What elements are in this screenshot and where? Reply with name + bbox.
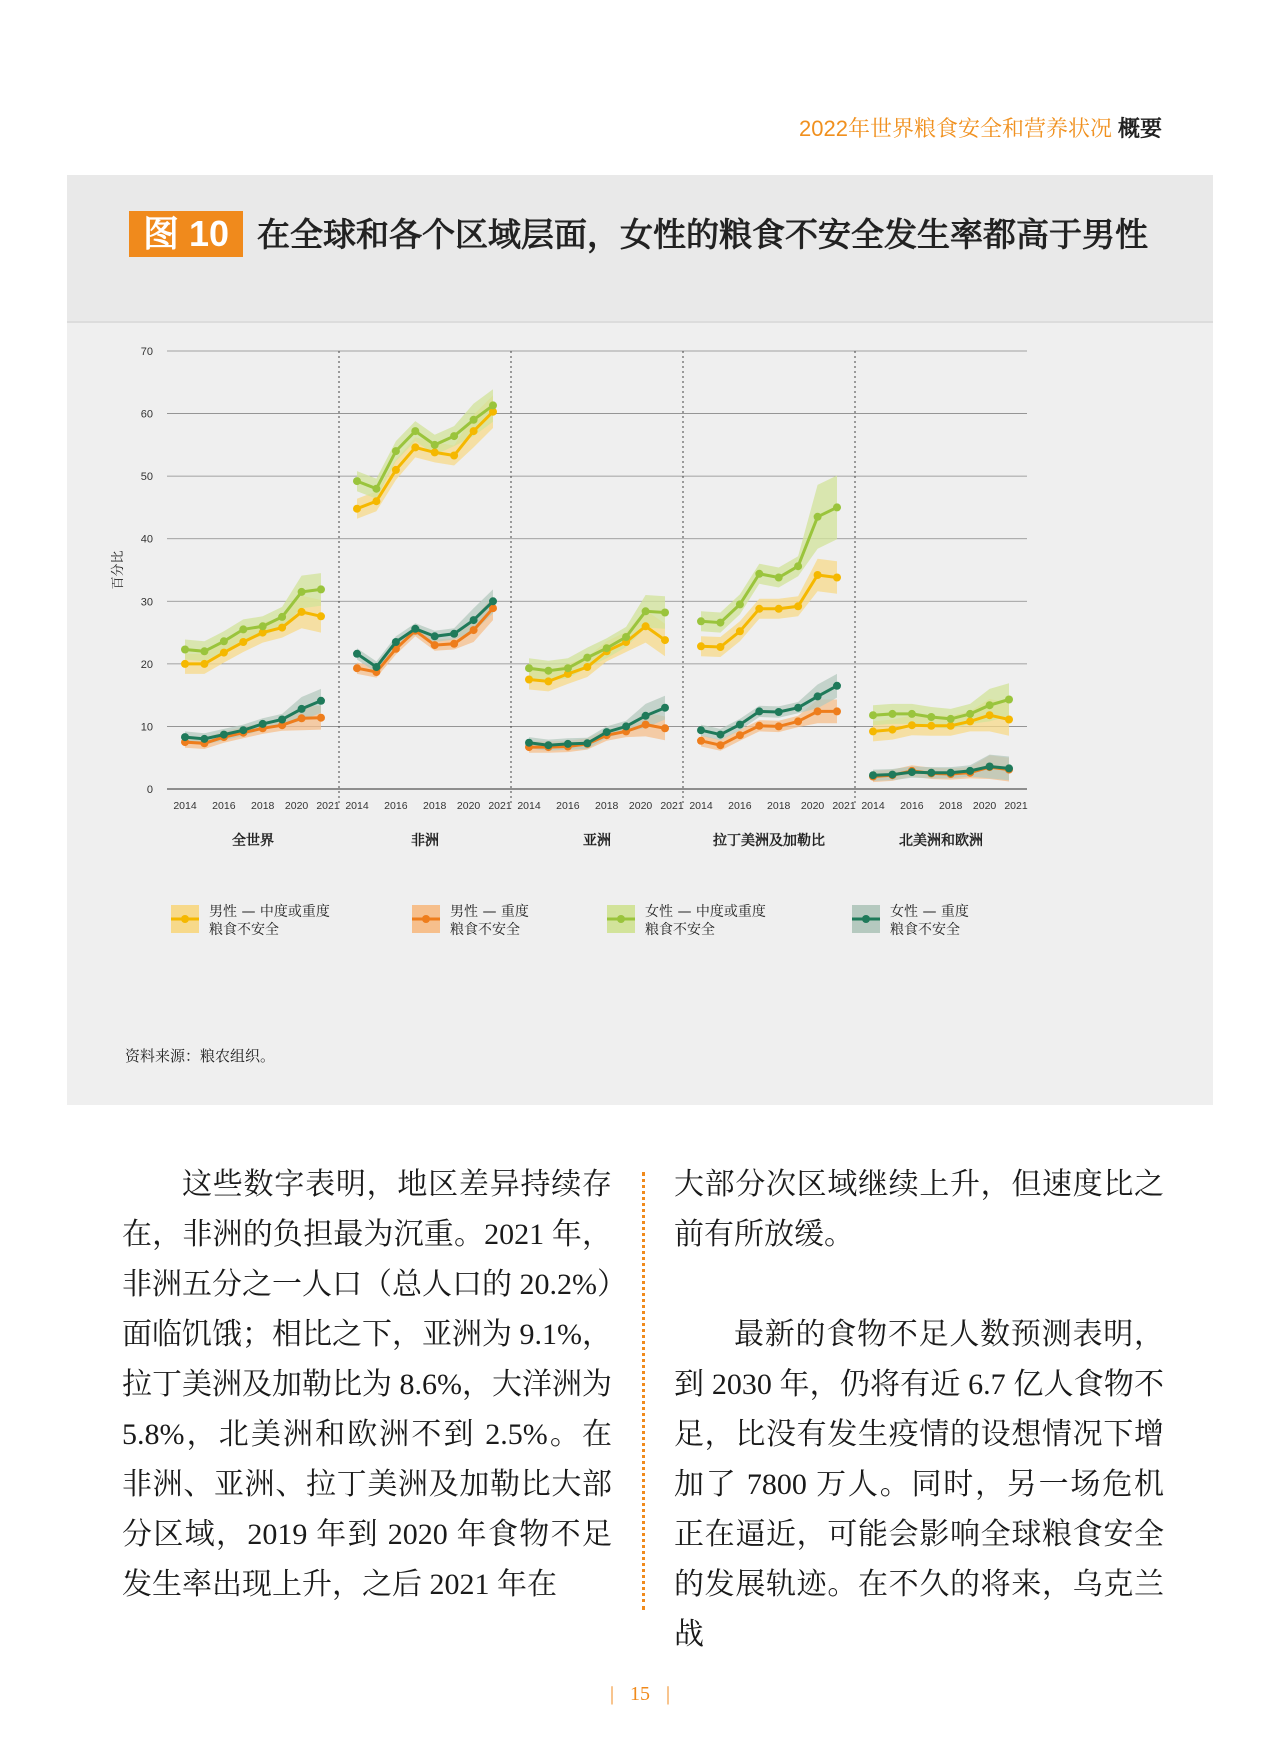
data-point-male_mod <box>353 505 361 513</box>
data-point-female_mod <box>716 619 724 627</box>
x-tick-label: 2021 <box>660 800 684 812</box>
data-point-female_mod <box>525 664 533 672</box>
data-point-female_mod <box>755 570 763 578</box>
data-point-male_mod <box>755 605 763 613</box>
x-tick-label: 2018 <box>251 800 275 812</box>
data-point-female_sev <box>755 707 763 715</box>
data-point-female_mod <box>298 588 306 596</box>
x-tick-label: 2018 <box>423 800 447 812</box>
data-point-female_mod <box>986 701 994 709</box>
data-point-female_mod <box>259 622 267 630</box>
data-point-male_mod <box>372 497 380 505</box>
data-point-female_mod <box>833 503 841 511</box>
data-point-male_mod <box>966 717 974 725</box>
data-point-female_sev <box>372 663 380 671</box>
data-point-male_mod <box>661 636 669 644</box>
data-point-female_sev <box>697 726 705 734</box>
data-point-female_mod <box>564 664 572 672</box>
data-point-female_mod <box>583 654 591 662</box>
x-tick-label: 2020 <box>972 800 997 812</box>
data-point-male_mod <box>450 452 458 460</box>
data-point-male_mod <box>583 663 591 671</box>
data-point-male_mod <box>794 602 802 610</box>
data-point-female_sev <box>794 704 802 712</box>
report-title: 2022年世界粮食安全和营养状况 <box>799 116 1112 141</box>
x-tick-label: 2016 <box>728 800 752 812</box>
x-tick-label: 2014 <box>689 800 713 812</box>
x-tick-label: 2016 <box>212 800 236 812</box>
data-point-male_mod <box>298 608 306 616</box>
data-point-female_sev <box>833 682 841 690</box>
data-point-female_sev <box>888 771 896 779</box>
data-point-male_mod <box>833 574 841 582</box>
y-tick-label: 30 <box>140 596 153 609</box>
data-point-female_mod <box>1005 696 1013 704</box>
x-tick-label: 2018 <box>939 800 963 812</box>
figure-title: 在全球和各个区域层面，女性的粮食不安全发生率都高于男性 <box>257 216 1148 253</box>
data-point-female_mod <box>908 710 916 718</box>
data-point-female_mod <box>353 477 361 485</box>
y-tick-label: 50 <box>140 471 153 484</box>
data-point-male_mod <box>181 660 189 668</box>
data-point-male_mod <box>220 649 228 657</box>
data-point-female_mod <box>278 613 286 621</box>
page-number: | 15 | <box>609 1683 671 1705</box>
data-point-female_sev <box>986 763 994 771</box>
data-point-male_mod <box>642 622 650 630</box>
data-point-female_sev <box>489 597 497 605</box>
panel-label: 非洲 <box>411 833 439 849</box>
y-tick-label: 20 <box>140 658 153 671</box>
data-point-female_mod <box>317 585 325 593</box>
body-paragraph: 最新的食物不足人数预测表明，到 2030 年，仍将有近 6.7 亿人食物不足，比没有发生疫情的设想情况下增加了 7800 万人。同时，另一场危机正在逼近，可能会影响全球粮食安全的发展轨迹。在不久的将来，乌克兰战 <box>674 1318 1164 1651</box>
data-point-female_mod <box>697 617 705 625</box>
panel-label: 亚洲 <box>583 833 611 849</box>
data-point-male_sev <box>697 737 705 745</box>
figure-header <box>67 175 1213 323</box>
data-point-male_sev <box>470 626 478 634</box>
data-point-male_mod <box>814 571 822 579</box>
figure-source: 资料来源：粮农组织。 <box>125 1047 276 1065</box>
data-point-male_sev <box>716 741 724 749</box>
data-point-female_sev <box>927 769 935 777</box>
data-point-female_sev <box>661 704 669 712</box>
data-point-male_sev <box>814 707 822 715</box>
data-point-male_sev <box>431 641 439 649</box>
data-point-female_sev <box>411 625 419 633</box>
data-point-female_mod <box>869 711 877 719</box>
data-point-male_mod <box>1005 716 1013 724</box>
data-point-female_sev <box>470 616 478 624</box>
data-point-female_sev <box>622 722 630 730</box>
y-axis-label: 百分比 <box>111 550 126 590</box>
data-point-female_sev <box>353 650 361 658</box>
panel-label: 北美洲和欧洲 <box>899 833 983 849</box>
x-tick-label: 2021 <box>1004 800 1028 812</box>
y-tick-label: 10 <box>140 721 153 734</box>
x-tick-label: 2021 <box>488 800 512 812</box>
x-tick-label: 2021 <box>832 800 856 812</box>
data-point-female_sev <box>317 697 325 705</box>
legend-swatch-point <box>617 915 625 923</box>
data-point-female_mod <box>927 713 935 721</box>
data-point-female_sev <box>775 708 783 716</box>
data-point-male_sev <box>353 664 361 672</box>
data-point-female_mod <box>966 710 974 718</box>
x-tick-label: 2020 <box>800 800 825 812</box>
data-point-male_sev <box>298 714 306 722</box>
data-point-female_mod <box>239 625 247 633</box>
figure-tag: 图 10 <box>129 211 243 257</box>
data-point-female_sev <box>392 638 400 646</box>
body-paragraph-continued: 大部分次区域继续上升，但速度比之前有所放缓。 <box>674 1168 1164 1251</box>
data-point-male_mod <box>544 677 552 685</box>
data-point-female_mod <box>775 574 783 582</box>
data-point-female_sev <box>716 731 724 739</box>
data-point-male_mod <box>470 427 478 435</box>
running-header <box>799 112 1162 143</box>
data-point-male_sev <box>775 722 783 730</box>
data-point-female_sev <box>564 740 572 748</box>
data-point-female_sev <box>220 731 228 739</box>
data-point-female_mod <box>888 710 896 718</box>
data-point-female_sev <box>736 721 744 729</box>
data-point-female_sev <box>583 739 591 747</box>
x-tick-label: 2020 <box>284 800 309 812</box>
legend-label: 粮食不安全 <box>645 922 715 938</box>
data-point-male_mod <box>317 612 325 620</box>
x-tick-label: 2016 <box>556 800 580 812</box>
data-point-female_mod <box>544 667 552 675</box>
data-point-male_mod <box>869 727 877 735</box>
x-tick-label: 2014 <box>517 800 541 812</box>
data-point-female_sev <box>259 720 267 728</box>
data-point-female_sev <box>200 735 208 743</box>
data-point-female_sev <box>544 741 552 749</box>
data-point-female_mod <box>431 441 439 449</box>
x-tick-label: 2014 <box>345 800 369 812</box>
data-point-female_mod <box>411 427 419 435</box>
data-point-male_sev <box>450 640 458 648</box>
legend-label: 女性 — 重度 <box>890 904 969 920</box>
data-point-female_mod <box>736 600 744 608</box>
data-point-female_sev <box>525 739 533 747</box>
x-tick-label: 2020 <box>456 800 481 812</box>
data-point-female_mod <box>814 513 822 521</box>
data-point-male_mod <box>716 643 724 651</box>
data-point-female_mod <box>489 401 497 409</box>
data-point-female_mod <box>661 609 669 617</box>
y-tick-label: 40 <box>140 533 153 546</box>
data-point-female_mod <box>642 607 650 615</box>
data-point-male_mod <box>947 722 955 730</box>
data-point-female_sev <box>603 728 611 736</box>
data-point-male_mod <box>697 642 705 650</box>
data-point-male_mod <box>525 676 533 684</box>
report-suffix: 概要 <box>1117 116 1162 141</box>
legend-swatch-point <box>862 915 870 923</box>
data-point-male_sev <box>755 722 763 730</box>
data-point-male_mod <box>908 721 916 729</box>
data-point-female_sev <box>239 726 247 734</box>
x-tick-label: 2014 <box>861 800 885 812</box>
data-point-female_sev <box>1005 764 1013 772</box>
data-point-male_mod <box>278 624 286 632</box>
legend-label: 女性 — 中度或重度 <box>645 904 766 920</box>
x-tick-label: 2020 <box>628 800 653 812</box>
data-point-female_sev <box>966 767 974 775</box>
line-chart <box>67 321 1213 1021</box>
data-point-male_mod <box>239 638 247 646</box>
panel-label: 全世界 <box>232 833 274 849</box>
data-point-female_mod <box>603 644 611 652</box>
y-tick-label: 0 <box>146 784 153 796</box>
data-point-female_sev <box>814 692 822 700</box>
data-point-male_mod <box>775 605 783 613</box>
data-point-female_sev <box>869 771 877 779</box>
body-paragraph: 这些数字表明，地区差异持续存在，非洲的负担最为沉重。2021 年，非洲五分之一人口（总人口的 20.2%）面临饥饿；相比之下，亚洲为 9.1%，拉丁美洲及加勒比为 8.6%，大洋洲为 5.8%，北美洲和欧洲不到 2.5%。在非洲、亚洲、拉丁美洲及加勒比大部分区域，2019 年到 2020 年食物不足发生率出现上升，之后 2021 年在 <box>122 1168 612 1601</box>
data-point-female_sev <box>431 632 439 640</box>
data-point-female_mod <box>200 647 208 655</box>
data-point-female_sev <box>450 630 458 638</box>
body-column-left <box>122 1160 612 1610</box>
x-tick-label: 2016 <box>384 800 408 812</box>
data-point-male_mod <box>986 711 994 719</box>
data-point-male_mod <box>736 627 744 635</box>
data-point-female_mod <box>450 432 458 440</box>
legend-swatch-point <box>181 915 189 923</box>
legend-label: 粮食不安全 <box>209 922 279 938</box>
data-point-female_mod <box>947 715 955 723</box>
data-point-male_sev <box>317 714 325 722</box>
data-point-male_sev <box>642 721 650 729</box>
x-tick-label: 2016 <box>900 800 924 812</box>
column-divider <box>642 1172 645 1610</box>
x-tick-label: 2018 <box>595 800 619 812</box>
data-point-female_mod <box>622 633 630 641</box>
data-point-male_mod <box>392 466 400 474</box>
y-tick-label: 60 <box>140 408 153 421</box>
data-point-female_mod <box>794 562 802 570</box>
panel-label: 拉丁美洲及加勒比 <box>713 833 825 849</box>
data-point-male_mod <box>888 726 896 734</box>
data-point-female_mod <box>470 416 478 424</box>
legend-label: 粮食不安全 <box>890 922 960 938</box>
data-point-male_sev <box>661 724 669 732</box>
legend-label: 男性 — 中度或重度 <box>209 904 330 920</box>
x-tick-label: 2021 <box>316 800 340 812</box>
data-point-female_sev <box>181 733 189 741</box>
data-point-female_mod <box>181 646 189 654</box>
data-point-male_mod <box>411 443 419 451</box>
figure-panel <box>67 175 1213 1105</box>
x-tick-label: 2018 <box>767 800 791 812</box>
data-point-female_sev <box>298 705 306 713</box>
data-point-male_mod <box>927 722 935 730</box>
data-point-male_sev <box>736 731 744 739</box>
legend-label: 男性 — 重度 <box>450 904 529 920</box>
data-point-female_mod <box>372 485 380 493</box>
legend-swatch-point <box>422 915 430 923</box>
data-point-female_sev <box>908 768 916 776</box>
data-point-male_mod <box>431 448 439 456</box>
data-point-female_mod <box>392 447 400 455</box>
data-point-male_sev <box>794 717 802 725</box>
data-point-male_mod <box>200 660 208 668</box>
legend-label: 粮食不安全 <box>450 922 520 938</box>
y-tick-label: 70 <box>140 346 153 358</box>
body-column-right <box>674 1160 1164 1660</box>
data-point-female_sev <box>278 716 286 724</box>
data-point-female_sev <box>642 712 650 720</box>
data-point-female_mod <box>220 637 228 645</box>
data-point-female_sev <box>947 769 955 777</box>
x-tick-label: 2014 <box>173 800 197 812</box>
data-point-male_sev <box>833 707 841 715</box>
